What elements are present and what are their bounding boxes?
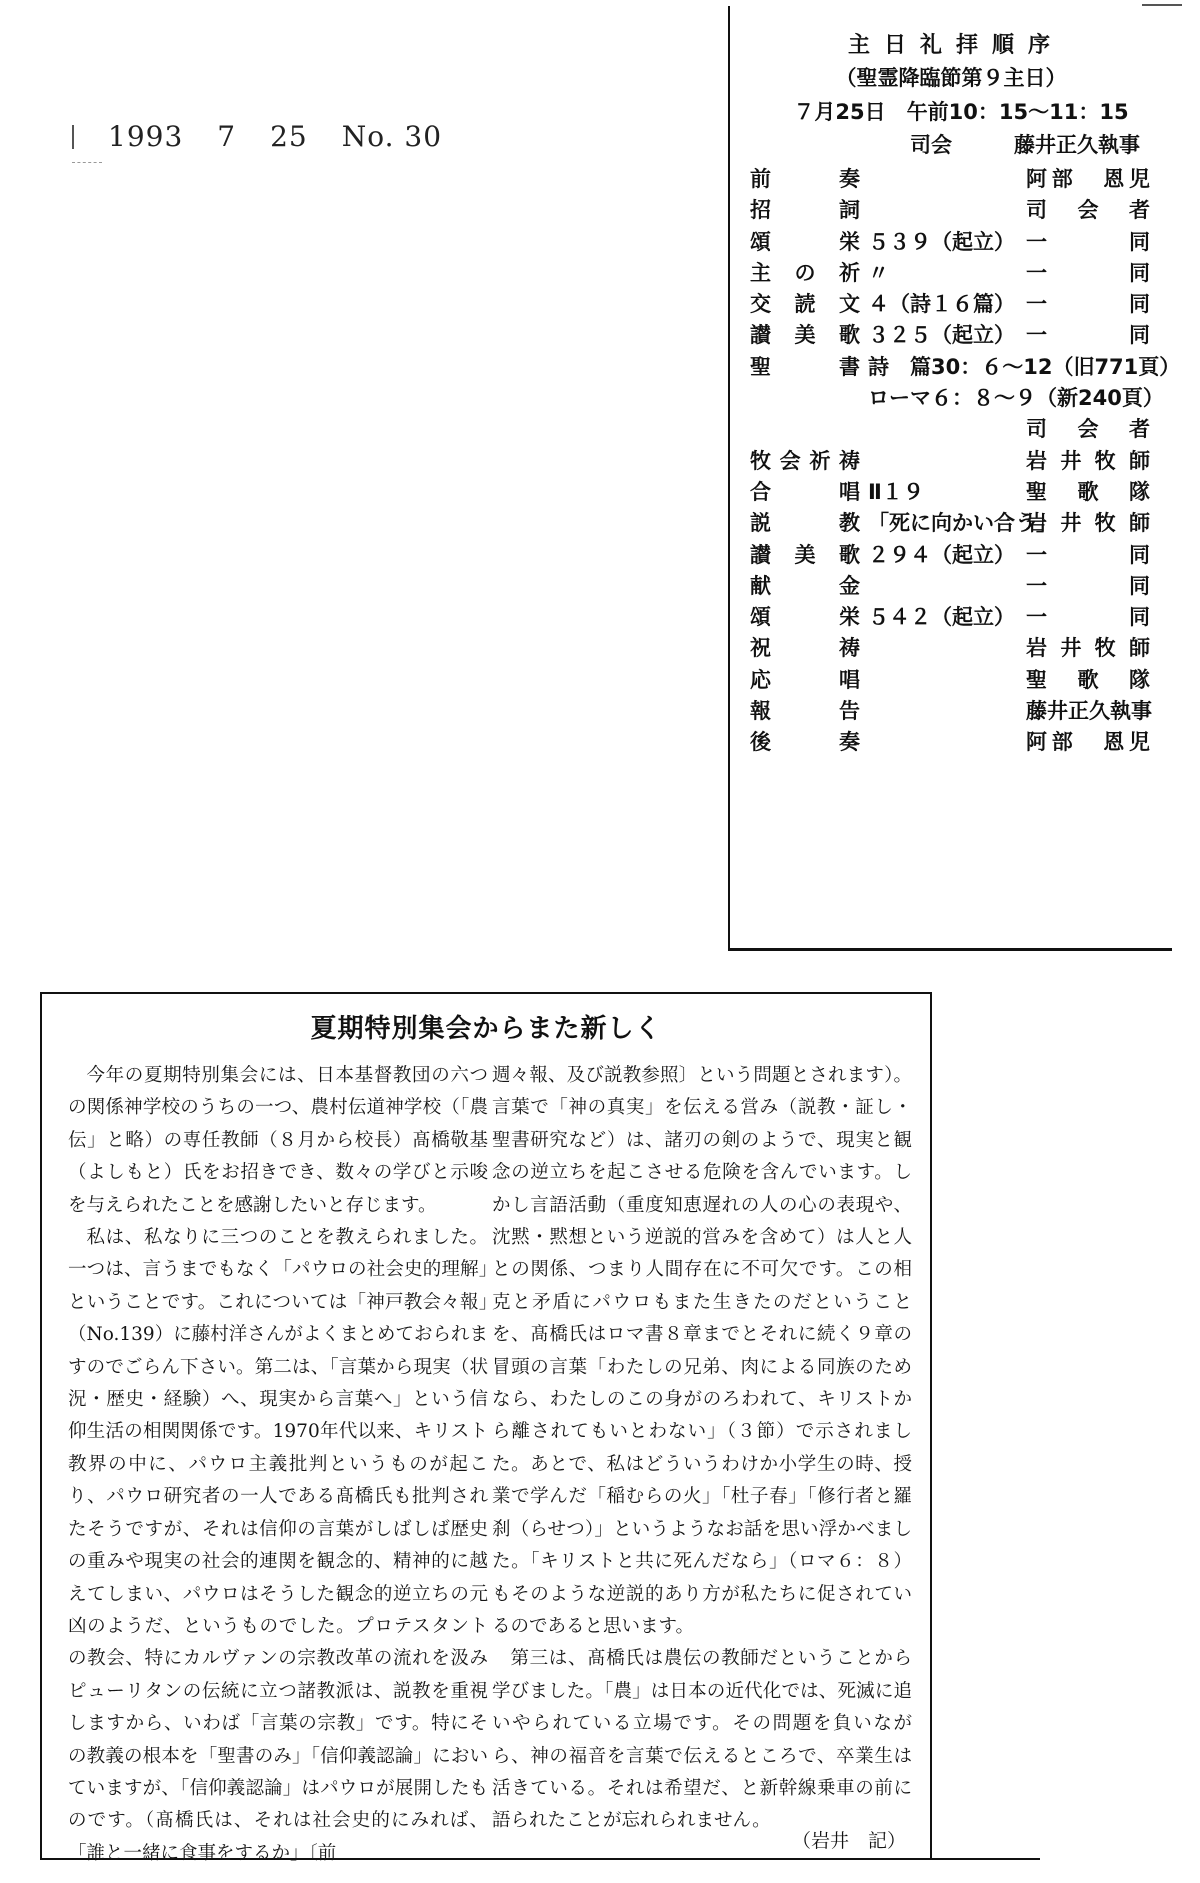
order-item: 応唱 bbox=[750, 667, 860, 692]
order-row bbox=[750, 665, 1150, 696]
order-list bbox=[750, 164, 1181, 759]
order-leader: 岩井牧師 bbox=[1026, 636, 1150, 661]
article-column-left bbox=[68, 1060, 488, 1870]
order-row bbox=[750, 383, 1164, 414]
order-item: 頌栄 bbox=[750, 229, 860, 254]
order-item: 牧会祈祷 bbox=[750, 448, 860, 473]
order-item: 讃美歌 bbox=[750, 542, 860, 567]
order-row bbox=[750, 258, 1150, 289]
order-subtitle: （聖霊降臨節第９主日） bbox=[835, 66, 1067, 90]
order-detail: 「死に向かい合う」 bbox=[868, 511, 1057, 536]
order-leader: 司会者 bbox=[1026, 198, 1150, 223]
order-row bbox=[750, 696, 1150, 727]
order-item: 招詞 bbox=[750, 198, 860, 223]
order-title: 主日礼拝順序 bbox=[847, 33, 1064, 58]
order-item: 頌栄 bbox=[750, 605, 860, 630]
order-item: 聖書 bbox=[750, 354, 860, 379]
order-leader: 一同 bbox=[1026, 260, 1150, 285]
order-row bbox=[750, 602, 1150, 633]
order-row bbox=[750, 352, 1181, 383]
order-item: 主の祈 bbox=[750, 260, 860, 285]
order-row bbox=[750, 227, 1150, 258]
article-signature: （岩井 記） bbox=[792, 1830, 907, 1852]
order-item: 献金 bbox=[750, 573, 860, 598]
order-presider bbox=[910, 129, 1140, 159]
order-row bbox=[750, 414, 1150, 445]
order-item: 交読文 bbox=[750, 292, 860, 317]
issue-number: No. 30 bbox=[341, 120, 443, 153]
issue-year: 1993 bbox=[108, 120, 184, 153]
order-row bbox=[750, 540, 1150, 571]
order-detail: ５４２（起立） bbox=[868, 605, 1015, 630]
order-leader: 一同 bbox=[1026, 605, 1150, 630]
divider bbox=[72, 162, 102, 163]
order-leader: 岩井牧師 bbox=[1026, 511, 1150, 536]
order-row bbox=[750, 571, 1150, 602]
order-item: 説教 bbox=[750, 511, 860, 536]
margin-mark bbox=[72, 125, 74, 149]
order-row bbox=[750, 633, 1150, 664]
order-item: 後奏 bbox=[750, 730, 860, 755]
order-item: 讃美歌 bbox=[750, 323, 860, 348]
order-detail: 詩 篇30：６〜12（旧771頁） bbox=[868, 354, 1181, 379]
order-detail: ローマ６：８〜９（新240頁） bbox=[868, 386, 1164, 411]
article-title: 夏期特別集会からまた新しく bbox=[310, 1014, 662, 1044]
divider bbox=[1142, 4, 1182, 6]
order-row bbox=[750, 320, 1150, 351]
order-date-time: ７月25日 午前10：15〜11：15 bbox=[793, 100, 1129, 124]
order-leader: 一同 bbox=[1026, 542, 1150, 567]
order-leader: 一同 bbox=[1026, 292, 1150, 317]
order-leader: 阿部 恩児 bbox=[1026, 730, 1150, 755]
order-row bbox=[750, 446, 1150, 477]
issue-month: 7 bbox=[217, 120, 237, 153]
order-leader: 聖歌隊 bbox=[1026, 479, 1150, 504]
article-paragraph: 私は、私なりに三つのことを教えられました。一つは、言うまでもなく「パウロの社会史的理解」ということです。これについては「神戸教会々報」（No.139）に藤村洋さんがよくまとめておられますのでごらん下さい。第二は、「言葉から現実（状況・歴史・経験）へ、現実から言葉へ」という信仰生活の相関関係です。1970年代以来、キリスト教界の中に、パウロ主義批判というものが起こり、パウロ研究者の一人である髙橋氏も批判されたそうですが、それは信仰の言葉がしばしば歴史の重みや現実の社会的連関を観念的、精神的に越えてしまい、パウロはそうした観念的逆立ちの元凶のようだ、というものでした。プロテスタントの教会、特にカルヴァンの宗教改革の流れを汲みピューリタンの伝統に立つ諸教派は、説教を重視しますから、いわば「言葉の宗教」です。特にその教義の根本を「聖書のみ」「信仰義認論」においていますが、「信仰義認論」はパウロが展開したものです。（髙橋氏は、それは社会史的にみれば、「誰と一緒に食事をするか」〔前 bbox=[68, 1227, 488, 1864]
order-leader: 一同 bbox=[1026, 323, 1150, 348]
order-leader: 一同 bbox=[1026, 229, 1150, 254]
issue-header bbox=[72, 120, 476, 153]
order-row bbox=[750, 477, 1150, 508]
article-paragraph: 週々報、及び説教参照〕という問題とされます）。言葉で「神の真実」を伝える営み（説教・証し・聖書研究など）は、諸刃の剣のようで、現実と観念の逆立ちを起こさせる危険を含んでいます。しかし言語活動（重度知恵遅れの人の心の表現や、沈黙・黙想という逆説的営みを含めて）は人と人との関係、つまり人間存在に不可欠です。この相克と矛盾にパウロもまた生きたのだということを、髙橋氏はロマ書８章までとそれに続く９章の冒頭の言葉「わたしの兄弟、肉による同族のためなら、わたしのこの身がのろわれて、キリストから離されてもいとわない」（３節）で示されました。あとで、私はどういうわけか小学生の時、授業で学んだ「稲むらの火」「杜子春」「修行者と羅刹（らせつ）」というようなお話を思い浮かべました。「キリストと共に死んだなら」（ロマ６：８）もそのような逆説的あり方が私たちに促されているのであると思います。 bbox=[492, 1065, 912, 1637]
order-detail: Ⅱ１９ bbox=[868, 479, 924, 504]
presider-label: 司会 bbox=[910, 133, 952, 157]
order-item: 前奏 bbox=[750, 167, 860, 191]
order-item: 合唱 bbox=[750, 479, 860, 504]
order-leader: 一同 bbox=[1026, 573, 1150, 598]
order-leader: 藤井正久執事 bbox=[1026, 699, 1152, 724]
order-row bbox=[750, 195, 1150, 226]
order-item: 祝祷 bbox=[750, 636, 860, 661]
order-row bbox=[750, 508, 1150, 539]
order-item: 報告 bbox=[750, 699, 860, 724]
order-leader: 聖歌隊 bbox=[1026, 667, 1150, 692]
order-leader: 岩井牧師 bbox=[1026, 448, 1150, 473]
presider-name: 藤井正久執事 bbox=[1014, 133, 1140, 157]
order-detail: ２９４（起立） bbox=[868, 542, 1015, 567]
worship-order-box bbox=[728, 6, 1181, 951]
issue-day: 25 bbox=[270, 120, 308, 153]
order-row bbox=[750, 164, 1150, 195]
order-detail: ４（詩１６篇） bbox=[868, 292, 1015, 317]
article-paragraph: 第三は、髙橋氏は農伝の教師だということから学びました。「農」は日本の近代化では、死滅に追いやられている立場です。その問題を負いながら、神の福音を言葉で伝えるところで、卒業生は活きている。それは希望だ、と新幹線乗車の前に語られたことが忘れられません。 bbox=[492, 1648, 912, 1832]
article-paragraph: 今年の夏期特別集会には、日本基督教団の六つの関係神学校のうちの一つ、農村伝道神学校（「農伝」と略）の専任教師（８月から校長）髙橋敬基（よしもと）氏をお招きでき、数々の学びと示唆を与えられたことを感謝したいと存じます。 bbox=[68, 1065, 488, 1216]
order-leader: 司会者 bbox=[1026, 417, 1150, 442]
order-detail: 〃 bbox=[868, 260, 889, 285]
order-detail: ５３９（起立） bbox=[868, 229, 1015, 254]
order-row bbox=[750, 289, 1150, 320]
order-detail: ３２５（起立） bbox=[868, 323, 1015, 348]
order-row bbox=[750, 727, 1150, 758]
order-leader: 阿部 恩児 bbox=[1026, 167, 1150, 191]
article-column-right bbox=[492, 1060, 912, 1838]
